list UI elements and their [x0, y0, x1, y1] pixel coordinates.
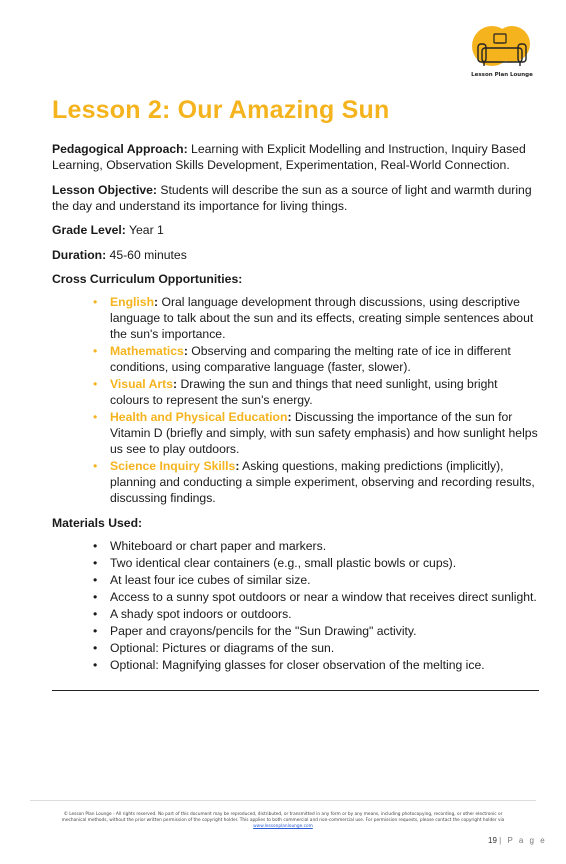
grade-level [52, 222, 540, 238]
footer-divider [30, 800, 536, 801]
subject-text: Discussing the importance of the sun for Vitamin D (briefly and simply, with sun safety emphasis) and how sunlight helps us see to play outdoors. [110, 410, 538, 456]
lesson-plan-lounge-logo [470, 24, 534, 72]
bullet-icon: • [93, 295, 98, 309]
list-item [93, 623, 540, 639]
logo-text: Lesson Plan Lounge [471, 72, 533, 78]
subject-label: Mathematics [110, 344, 184, 358]
list-item [93, 458, 540, 506]
subject-text: Oral language development through discussions, using descriptive language to talk about the sun and its effects, creating simple sentences about the sun's importance. [110, 295, 534, 341]
bullet-icon: • [93, 590, 98, 604]
bullet-icon: • [93, 641, 98, 655]
page-title: Lesson 2: Our Amazing Sun [52, 96, 390, 124]
bullet-icon: • [93, 607, 98, 621]
materials-heading: Materials Used: [52, 516, 143, 530]
colon: : [287, 410, 292, 424]
material-text: At least four ice cubes of similar size. [110, 573, 311, 587]
list-item [93, 640, 540, 656]
pedagogical-text: Learning with Explicit Modelling and Instruction, Inquiry Based Learning, Observation Skills Development, Experimentation, Real-World Connection. [52, 142, 526, 172]
list-item [93, 572, 540, 588]
duration-label: Duration: [52, 247, 107, 262]
pedagogical-label: Pedagogical Approach: [52, 142, 188, 156]
material-text: Optional: Pictures or diagrams of the sun. [110, 641, 335, 655]
colon: : [235, 459, 240, 473]
page-number [488, 836, 547, 845]
grade-text: Year 1 [125, 223, 164, 237]
subject-text: Observing and comparing the melting rate of ice in different conditions, using comparative language (faster, slower). [110, 344, 511, 374]
pedagogical-approach [52, 141, 540, 173]
cross-curriculum-list [93, 294, 540, 506]
colon: : [183, 344, 188, 358]
colon: : [173, 377, 178, 391]
website-link[interactable]: www.lessonplanlounge.com [253, 824, 313, 829]
copyright-text: © Lesson Plan Lounge - All rights reserved. No part of this document may be reproduced, distributed, or transmitted in any form or by any means, including photocopying, recording, or other electronic or mechanical methods, without the prior written permission of the copyright holder. This applies to both commercial and non-commercial use. For permission requests, please contact the copyright holder via [61, 812, 505, 823]
section-divider [52, 690, 539, 691]
lesson-content [52, 141, 540, 674]
cross-curriculum-heading: Cross Curriculum Opportunities: [52, 272, 243, 286]
material-text: Access to a sunny spot outdoors or near a window that receives direct sunlight. [110, 590, 537, 604]
page-word: | P a g e [499, 836, 547, 845]
list-item [93, 343, 540, 375]
list-item [93, 294, 540, 342]
list-item [93, 657, 540, 673]
bullet-icon: • [93, 573, 98, 587]
duration [52, 247, 540, 263]
bullet-icon: • [93, 624, 98, 638]
subject-label: Health and Physical Education [110, 410, 288, 424]
objective-text: Students will describe the sun as a source of light and warmth during the day and understand its importance for living things. [52, 182, 532, 213]
bullet-icon: • [93, 459, 98, 473]
page-number-value: 19 [488, 836, 497, 845]
colon: : [154, 295, 159, 309]
bullet-icon: • [93, 410, 98, 424]
list-item [93, 376, 540, 408]
list-item [93, 606, 540, 622]
list-item [93, 589, 540, 605]
material-text: Optional: Magnifying glasses for closer observation of the melting ice. [110, 658, 485, 672]
subject-label: Science Inquiry Skills [110, 459, 236, 473]
material-text: Whiteboard or chart paper and markers. [110, 539, 327, 553]
material-text: A shady spot indoors or outdoors. [110, 607, 292, 621]
copyright-footer [58, 812, 508, 830]
duration-text: 45-60 minutes [106, 247, 187, 262]
bullet-icon: • [93, 344, 98, 358]
subject-text: Drawing the sun and things that need sunlight, using bright colours to represent the sun's energy. [110, 377, 498, 407]
objective-label: Lesson Objective: [52, 182, 157, 197]
materials-list [93, 538, 540, 673]
bullet-icon: • [93, 556, 98, 570]
material-text: Paper and crayons/pencils for the "Sun Drawing" activity. [110, 624, 417, 638]
bullet-icon: • [93, 539, 98, 553]
list-item [93, 555, 540, 571]
bullet-icon: • [93, 377, 98, 391]
lesson-objective [52, 182, 540, 214]
grade-label: Grade Level: [52, 223, 126, 237]
subject-label: English [110, 295, 155, 309]
subject-text: Asking questions, making predictions (implicitly), planning and conducting a simple experiment, observing and recording results, discussing findings. [110, 459, 535, 505]
subject-label: Visual Arts [110, 377, 173, 391]
list-item [93, 409, 540, 457]
material-text: Two identical clear containers (e.g., small plastic bowls or cups). [110, 556, 457, 570]
list-item [93, 538, 540, 554]
bullet-icon: • [93, 658, 98, 672]
